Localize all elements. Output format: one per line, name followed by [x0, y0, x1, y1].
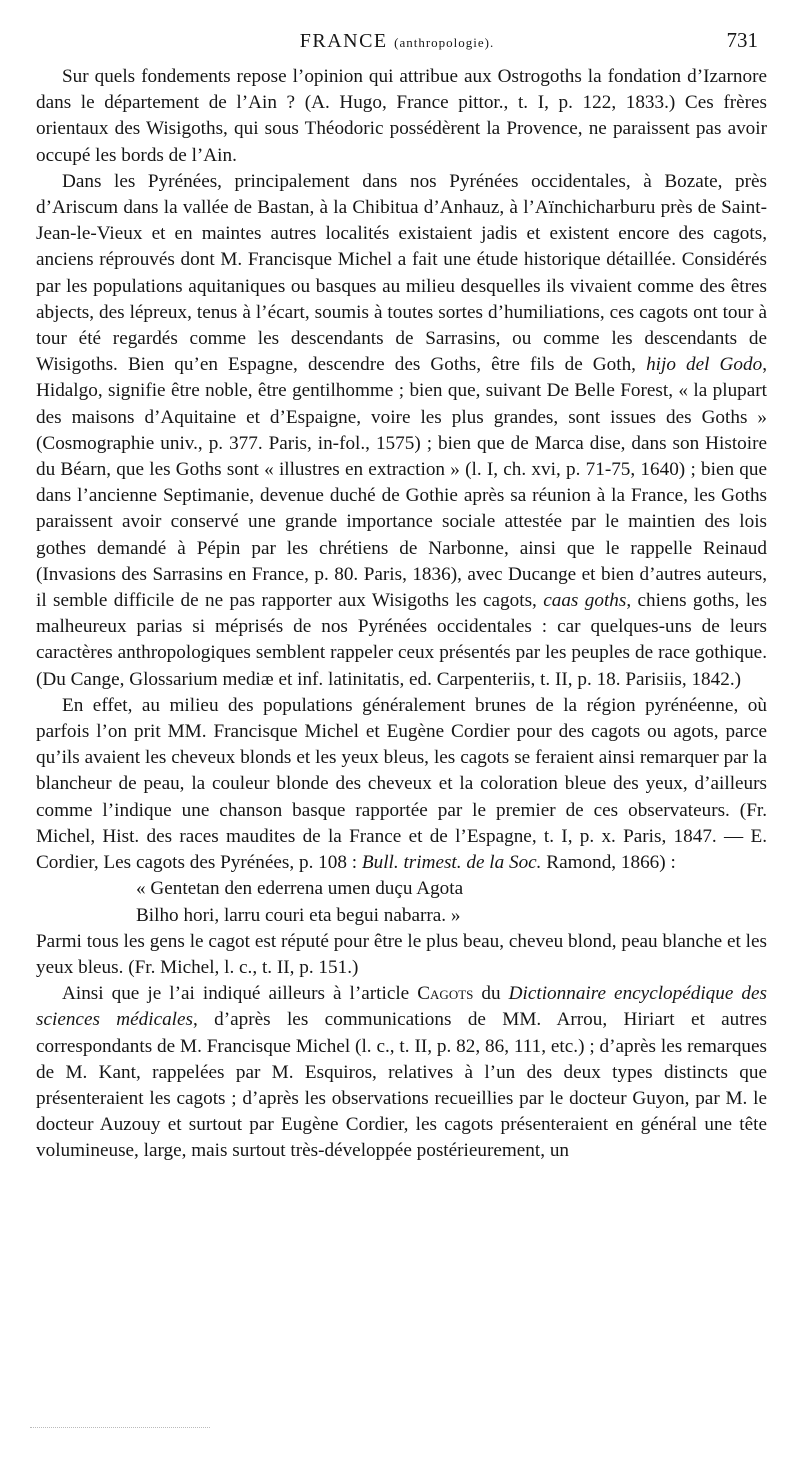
text-run: Sur quels fondements repose l’opinion qui attribue aux Ostrogoths la fondation d’Izarnore dans le département de l’Ain ? (A. Hugo, France pittor., t. I, p. 122, 1833.) Ces frères orientaux des Wisigoths, qui sous Théodoric possédèrent la Provence, ne paraissent pas avoir occupé les bords de l’Ain. [36, 66, 767, 166]
text-run: Dans les Pyrénées, principalement dans nos Pyrénées occidentales, à Bozate, près d’Ariscum dans la vallée de Bastan, à la Chibitua d’Anhauz, à l’Aïnchicharburu près de Saint-Jean-le-Vieux et en maintes autres localités existaient jadis et existent encore des cagots, anciens réprouvés dont M. Francisque Michel a fait une étude historique détaillée. Considérés par les populations aquitaniques ou basques au milieu desquelles ils vivaient comme des êtres abjects, des lépreux, tenus à l’écart, soumis à toutes sortes d’humiliations, ces cagots ont tour à tour été regardés comme les descendants de Sarrasins, ou comme les descendants de Wisigoths. Bien qu’en Espagne, descendre des Goths, être fils de Goth, [36, 170, 767, 376]
text-run: Ainsi que je l’ai indiqué ailleurs à l’article [62, 983, 418, 1005]
text-run: , chiens goths, les malheureux parias si méprisés de nos Pyrénées occidentales : car quelques-uns de leurs caractères anthropologiques semblent rappeler ceux présentés par les peuples de race gothique. (Du Cange, Glossarium mediæ et inf. latinitatis, ed. Carpenteriis, t. II, p. 18. Parisiis, 1842.) [36, 590, 768, 690]
text-run: , Hidalgo, signifie être noble, être gentilhomme ; bien que, suivant De Belle Forest, « la plupart des maisons d’Aquitaine et d’Espaigne, voire les plus grandes, sont issues des Goths » (Cosmographie univ., p. 377. Paris, in-fol., 1575) ; bien que de Marca dise, dans son Histoire du Béarn, que les Goths sont « illustres en extraction » (l. I, ch. xvi, p. 71-75, 1640) ; bien que dans l’ancienne Septimanie, devenue duché de Gothie après sa réunion à la France, les Goths paraissent avoir conservé une grande importance sociale attestée par le maintien des lois gothes demandé à Pépin par les chrétiens de Narbonne, ainsi que le rappelle Reinaud (Invasions des Sarrasins en France, p. 80. Paris, 1836), avec Ducange et bien d’autres auteurs, il semble difficile de ne pas rapporter aux Wisigoths les cagots, [36, 354, 767, 612]
body-text [36, 64, 767, 1165]
italic-text: hijo del Godo [646, 354, 763, 376]
verse-block [36, 876, 767, 928]
paragraph [36, 929, 767, 981]
page-number: 731 [726, 28, 758, 52]
running-header [36, 28, 758, 58]
paragraph [36, 981, 767, 1164]
footer-rule [30, 1427, 210, 1429]
verse-line: « Gentetan den ederrena umen duçu Agota [136, 878, 464, 900]
paragraph [36, 169, 767, 693]
header-title [36, 30, 758, 53]
verse-line: Bilho hori, larru couri eta begui nabarra. » [136, 904, 461, 926]
text-run: du [473, 983, 509, 1005]
text-run: En effet, au milieu des populations généralement brunes de la région pyrénéenne, où parfois l’on prit MM. Francisque Michel et Eugène Cordier pour des cagots ou agots, parce qu’ils avaient les cheveux blonds et les yeux bleus, les cagots se feraient ainsi remarquer par la blancheur de peau, la couleur blonde des cheveux et la coloration bleue des yeux, d’ailleurs comme l’indique une chanson basque rapportée par le premier de ces observateurs. (Fr. Michel, Hist. des races maudites de la France et de l’Espagne, t. I, p. x. Paris, 1847. — E. Cordier, Les cagots des Pyrénées, p. 108 : [36, 694, 767, 874]
italic-text: Dictionnaire encyclopédique des sciences médicales [36, 983, 767, 1031]
text-run: , d’après les communications de MM. Arrou, Hiriart et autres correspondants de M. Francisque Michel (l. c., t. II, p. 82, 86, 111, etc.) ; d’après les remarques de M. Kant, rappelées par M. Esquiros, relatives à l’un des deux types distincts que présenteraient les cagots ; d’après les observations recueillies par le docteur Guyon, par M. le docteur Auzouy et surtout par Eugène Cordier, les cagots présenteraient en général une tête volumineuse, large, mais surtout très-développée postérieurement, un [36, 1009, 767, 1162]
paragraph [36, 693, 767, 876]
header-title-main: FRANCE [299, 30, 388, 52]
paragraph [36, 64, 767, 169]
italic-text: Bull. trimest. de la Soc. [361, 852, 542, 874]
small-caps-text: Cagots [417, 983, 474, 1005]
text-run: Parmi tous les gens le cagot est réputé pour être le plus beau, cheveu blond, peau blanche et les yeux bleus. (Fr. Michel, l. c., t. II, p. 151.) [36, 930, 767, 978]
header-title-sub: (anthropologie). [394, 35, 495, 50]
italic-text: caas goths [543, 590, 627, 612]
text-run: Ramond, 1866) : [541, 852, 676, 874]
